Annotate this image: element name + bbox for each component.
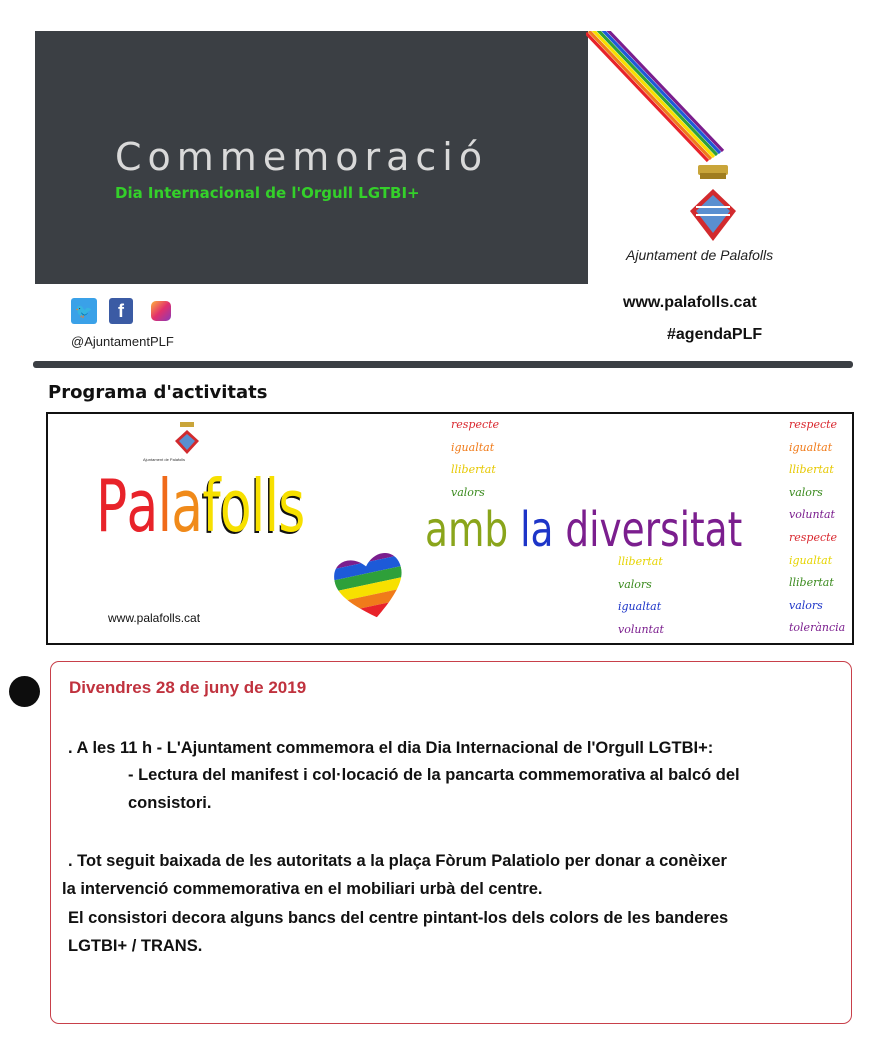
banner-title bbox=[96, 464, 305, 548]
rainbow-heart-icon bbox=[331, 550, 409, 620]
value-word: igualtat bbox=[789, 440, 833, 454]
institution-label: Ajuntament de Palafolls bbox=[626, 247, 774, 263]
banner-subtitle-word: diversitat bbox=[553, 502, 743, 558]
banner-title-letter: l bbox=[264, 464, 279, 548]
hashtag: #agendaPLF bbox=[667, 326, 763, 343]
event-line-2a: - Lectura del manifest i col·locació de la pancarta commemorativa al balcó del bbox=[128, 766, 740, 784]
banner-title-letter: a bbox=[171, 464, 203, 548]
instagram-icon[interactable] bbox=[151, 301, 171, 321]
header-subtitle: Dia Internacional de l'Orgull LGTBI+ bbox=[115, 184, 420, 202]
banner-url: www.palafolls.cat bbox=[108, 611, 201, 625]
header-banner bbox=[35, 31, 588, 284]
event-line-4b: LGTBI+ / TRANS. bbox=[68, 937, 203, 955]
divider bbox=[33, 361, 853, 368]
website-link[interactable]: www.palafolls.cat bbox=[623, 294, 757, 311]
value-word: llibertat bbox=[618, 555, 663, 568]
value-word: igualtat bbox=[789, 553, 833, 567]
town-crest-icon bbox=[686, 163, 740, 245]
value-word: llibertat bbox=[789, 463, 834, 477]
program-heading: Programa d'activitats bbox=[48, 382, 268, 403]
social-handle: @AjuntamentPLF bbox=[71, 334, 174, 349]
value-word: llibertat bbox=[789, 576, 834, 590]
banner-crest-icon bbox=[172, 421, 202, 455]
rainbow-ribbon bbox=[586, 31, 726, 171]
value-word: igualtat bbox=[451, 440, 495, 454]
event-line-3a: . Tot seguit baixada de les autoritats a la plaça Fòrum Palatiolo per donar a conèixer bbox=[68, 852, 727, 870]
event-line-2b: consistori. bbox=[128, 794, 212, 812]
banner-title-letter: a bbox=[126, 464, 158, 548]
event-line-3b: la intervenció commemorativa en el mobiliari urbà del centre. bbox=[62, 880, 543, 898]
event-line-1: . A les 11 h - L'Ajuntament commemora el dia Dia Internacional de l'Orgull LGTBI+: bbox=[68, 739, 714, 757]
banner-title-letter: l bbox=[157, 464, 172, 548]
value-word: tolerància bbox=[789, 621, 846, 635]
value-word: voluntat bbox=[789, 508, 835, 522]
banner-title-letter: s bbox=[278, 464, 305, 548]
value-word: respecte bbox=[789, 418, 838, 431]
value-word: valors bbox=[618, 577, 652, 591]
bullet-dot bbox=[9, 676, 40, 707]
value-word: respecte bbox=[789, 531, 838, 544]
banner-title-letter: o bbox=[219, 464, 251, 548]
banner-title-letter: l bbox=[250, 464, 265, 548]
facebook-icon[interactable]: f bbox=[109, 298, 133, 324]
banner-title-letter: f bbox=[202, 464, 220, 548]
diversity-banner bbox=[46, 412, 854, 645]
value-word: valors bbox=[789, 598, 823, 612]
event-line-4a: El consistori decora alguns bancs del centre pintant-los dels colors de les banderes bbox=[68, 909, 729, 927]
value-word: llibertat bbox=[451, 463, 496, 476]
value-word: respecte bbox=[451, 418, 500, 431]
value-word: voluntat bbox=[618, 622, 664, 636]
value-word: valors bbox=[451, 485, 485, 499]
banner-title-letter: P bbox=[96, 464, 127, 548]
value-word: valors bbox=[789, 485, 823, 499]
banner-subtitle bbox=[425, 502, 742, 558]
banner-subtitle-word: la bbox=[508, 502, 554, 558]
event-date: Divendres 28 de juny de 2019 bbox=[69, 678, 307, 697]
value-word: igualtat bbox=[618, 600, 662, 613]
event-card bbox=[50, 661, 852, 1024]
header-title: Commemoració bbox=[115, 135, 489, 179]
twitter-icon[interactable]: 🐦 bbox=[71, 298, 97, 324]
banner-subtitle-word: amb bbox=[425, 502, 509, 558]
banner-crest-caption: Ajuntament de Palafolls bbox=[143, 457, 186, 462]
social-icons bbox=[71, 298, 171, 324]
